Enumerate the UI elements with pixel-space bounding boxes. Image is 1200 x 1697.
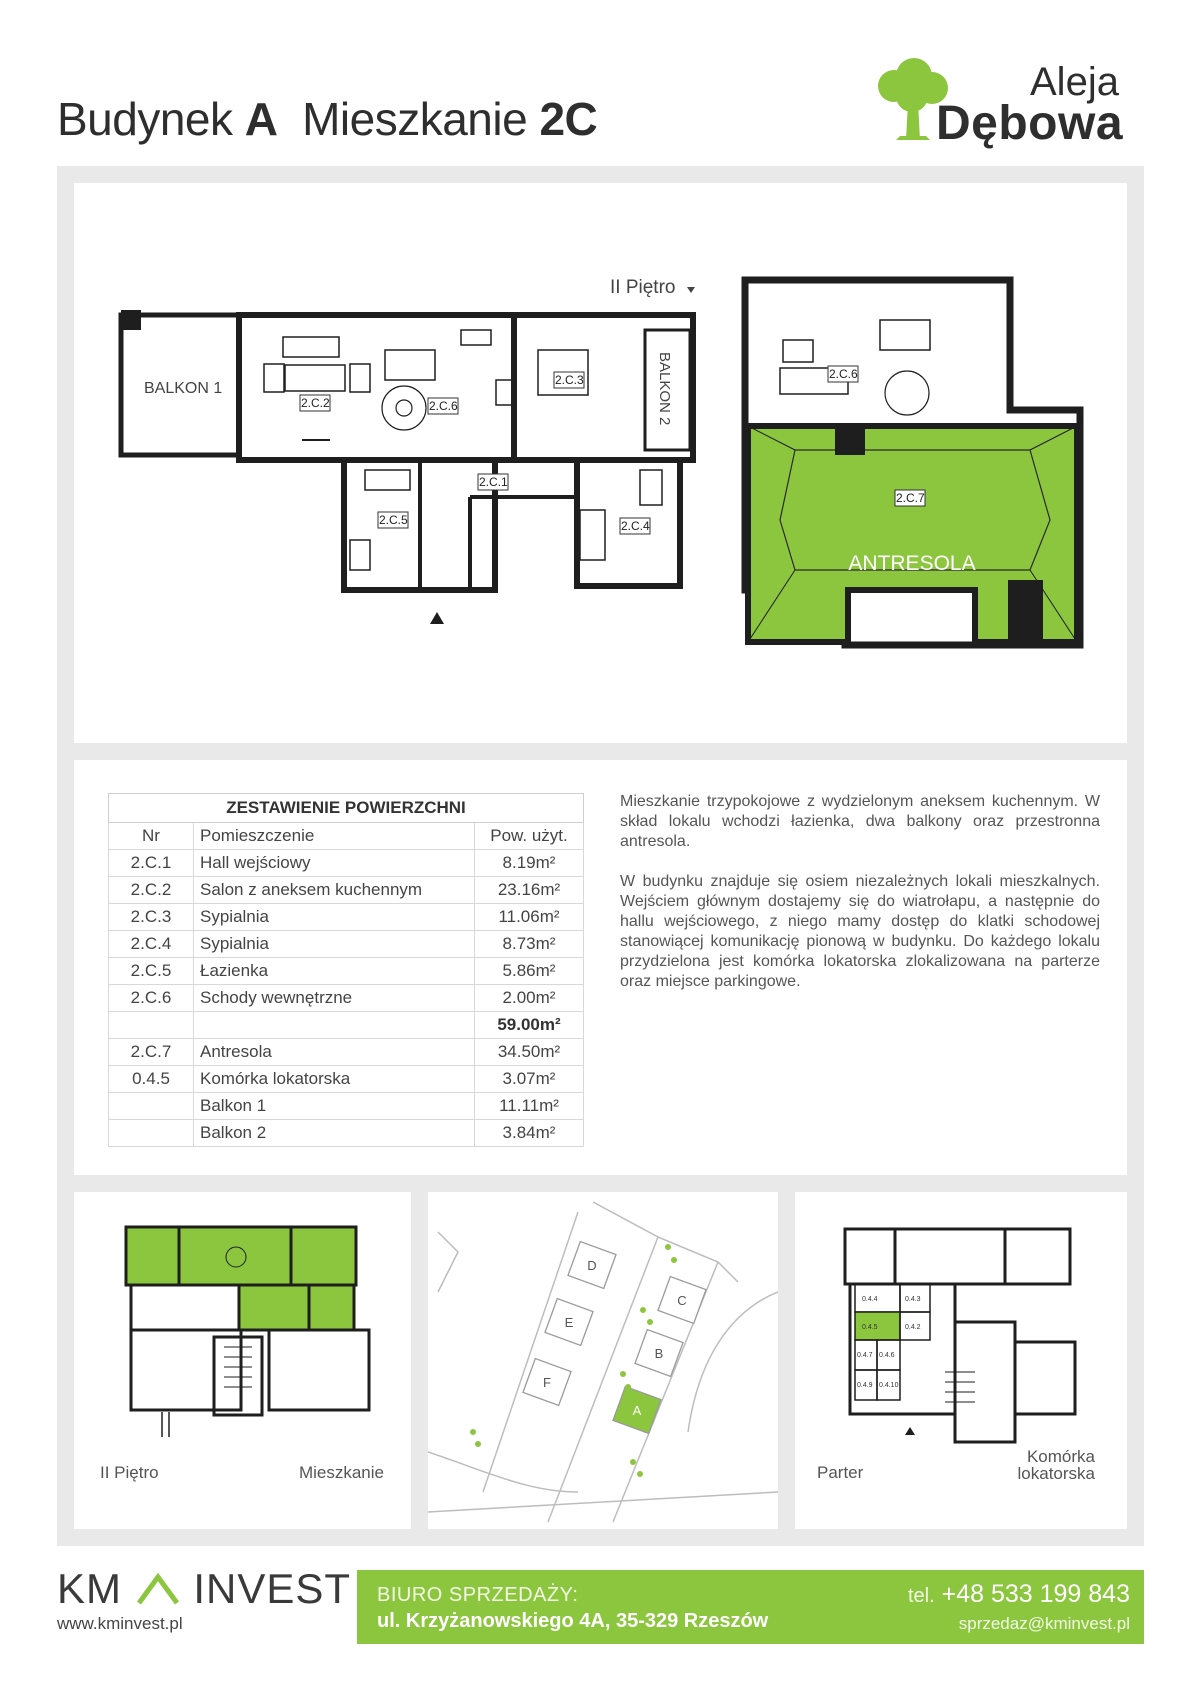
building-label-a: A [632, 1403, 642, 1418]
balkon1-label: BALKON 1 [144, 380, 223, 397]
room-label-2c4: 2.C.4 [621, 519, 650, 533]
room-number: 2.C.2 [109, 877, 194, 904]
description-paragraph-2: W budynku znajduje się osiem niezależnych lokali mieszkalnych. Wejściem głównym dostajemy się do wiatrołapu, a następnie do hallu wejściowego, z niego mamy dostęp do klatki schodowej stanowiącej komunikację pionową w budynku. Do każdego lokalu przydzielona jest komórka lokatorska zlokalizowana na parterze oraz miejsce parkingowe. [620, 873, 1100, 990]
table-row [109, 1093, 584, 1120]
building-label-e: E [564, 1315, 574, 1330]
room-label-2c6: 2.C.6 [429, 399, 458, 413]
building-label-b: B [654, 1346, 664, 1361]
mini-ground-label: Parter [817, 1463, 864, 1482]
room-area: 2.00m² [475, 985, 584, 1012]
room-area: 34.50m² [475, 1039, 584, 1066]
col-header-room: Pomieszczenie [194, 823, 475, 850]
room-label-2c1: 2.C.1 [479, 475, 508, 489]
logo-line1: Aleja [1030, 60, 1119, 104]
building-label-d: D [587, 1258, 597, 1273]
antresola-label: ANTRESOLA [848, 552, 976, 575]
table-row [109, 1012, 584, 1039]
km-invest-logo [57, 1565, 351, 1613]
room-label-2c6-upper: 2.C.6 [829, 367, 858, 381]
room-number [109, 1012, 194, 1039]
room-area: 3.07m² [475, 1066, 584, 1093]
table-row [109, 931, 584, 958]
site-plan [428, 1192, 778, 1529]
ground-floor-drawing [795, 1192, 1127, 1529]
room-area: 59.00m² [475, 1012, 584, 1039]
room-area: 11.06m² [475, 904, 584, 931]
room-area: 8.19m² [475, 850, 584, 877]
storage-cell-0410: 0.4.10 [879, 1382, 899, 1389]
roof-icon [135, 1571, 181, 1605]
room-label-2c3: 2.C.3 [555, 373, 584, 387]
room-name: Schody wewnętrzne [194, 985, 475, 1012]
site-plan-drawing [428, 1192, 778, 1529]
sales-office-address: ul. Krzyżanowskiego 4A, 35-329 Rzeszów [377, 1610, 769, 1632]
area-summary-table [108, 793, 584, 1147]
room-area: 3.84m² [475, 1120, 584, 1147]
website-link[interactable]: www.kminvest.pl [57, 1614, 183, 1633]
mini-storage-label-1: Komórka [1026, 1447, 1095, 1466]
storage-cell-043: 0.4.3 [905, 1296, 921, 1303]
brand-right: INVEST [193, 1565, 352, 1612]
room-name: Balkon 1 [194, 1093, 475, 1120]
room-name: Antresola [194, 1039, 475, 1066]
sales-office-label: BIURO SPRZEDAŻY: [377, 1584, 579, 1606]
ground-floor-plan [795, 1192, 1127, 1529]
room-number: 2.C.1 [109, 850, 194, 877]
room-name: Balkon 2 [194, 1120, 475, 1147]
floor-location-drawing [74, 1192, 411, 1529]
room-area: 11.11m² [475, 1093, 584, 1120]
room-name [194, 1012, 475, 1039]
room-name: Hall wejściowy [194, 850, 475, 877]
table-row [109, 958, 584, 985]
table-row [109, 877, 584, 904]
logo-line2: Dębowa [936, 97, 1124, 150]
storage-cell-046: 0.4.6 [879, 1352, 895, 1359]
col-header-nr: Nr [109, 823, 194, 850]
table-row [109, 1120, 584, 1147]
room-number [109, 1120, 194, 1147]
room-number: 2.C.4 [109, 931, 194, 958]
floor-plan-drawing [74, 183, 1127, 743]
brand-left: KM [57, 1565, 122, 1612]
table-row [109, 850, 584, 877]
room-number [109, 1093, 194, 1120]
page-title [57, 92, 597, 146]
mini-apartment-label: Mieszkanie [298, 1463, 384, 1482]
description-paragraph-1: Mieszkanie trzypokojowe z wydzielonym aneksem kuchennym. W skład lokalu wchodzi łazienka, dwa balkony oraz przestronna antresola. [620, 793, 1100, 850]
table-row [109, 1066, 584, 1093]
apartment-description [620, 792, 1100, 1012]
room-name: Sypialnia [194, 931, 475, 958]
phone[interactable] [880, 1580, 1130, 1609]
room-number: 0.4.5 [109, 1066, 194, 1093]
col-header-area: Pow. użyt. [475, 823, 584, 850]
storage-cell-044: 0.4.4 [862, 1296, 878, 1303]
table-row [109, 904, 584, 931]
apartment-number: 2C [539, 93, 598, 145]
room-label-2c5: 2.C.5 [379, 513, 408, 527]
email-link[interactable]: sprzedaz@kminvest.pl [958, 1614, 1130, 1633]
floor-label: II Piętro [610, 277, 676, 298]
room-number: 2.C.5 [109, 958, 194, 985]
room-label-2c2: 2.C.2 [301, 396, 330, 410]
phone-number[interactable]: +48 533 199 843 [941, 1580, 1130, 1608]
room-number: 2.C.7 [109, 1039, 194, 1066]
room-area: 5.86m² [475, 958, 584, 985]
room-label-2c7: 2.C.7 [896, 491, 925, 505]
building-label-f: F [543, 1375, 551, 1390]
table-row [109, 1039, 584, 1066]
room-area: 8.73m² [475, 931, 584, 958]
apartment-word: Mieszkanie [302, 93, 528, 145]
room-number: 2.C.3 [109, 904, 194, 931]
room-name: Komórka lokatorska [194, 1066, 475, 1093]
floor-location-plan [74, 1192, 411, 1529]
room-area: 23.16m² [475, 877, 584, 904]
room-name: Salon z aneksem kuchennym [194, 877, 475, 904]
building-word: Budynek [57, 93, 233, 145]
building-letter: A [244, 93, 278, 145]
mini-floor-label: II Piętro [100, 1463, 159, 1482]
room-number: 2.C.6 [109, 985, 194, 1012]
room-name: Sypialnia [194, 904, 475, 931]
table-title: ZESTAWIENIE POWIERZCHNI [109, 794, 584, 823]
building-label-c: C [677, 1293, 687, 1308]
storage-cell-047: 0.4.7 [857, 1352, 873, 1359]
mini-storage-label-2: lokatorska [1017, 1464, 1095, 1483]
balkon2-label: BALKON 2 [656, 352, 673, 426]
table-row [109, 985, 584, 1012]
room-name: Łazienka [194, 958, 475, 985]
storage-cell-045: 0.4.5 [862, 1324, 878, 1331]
floor-plan-panel [74, 183, 1127, 743]
phone-prefix: tel. [907, 1585, 935, 1607]
storage-cell-042: 0.4.2 [905, 1324, 921, 1331]
storage-cell-049: 0.4.9 [857, 1382, 873, 1389]
